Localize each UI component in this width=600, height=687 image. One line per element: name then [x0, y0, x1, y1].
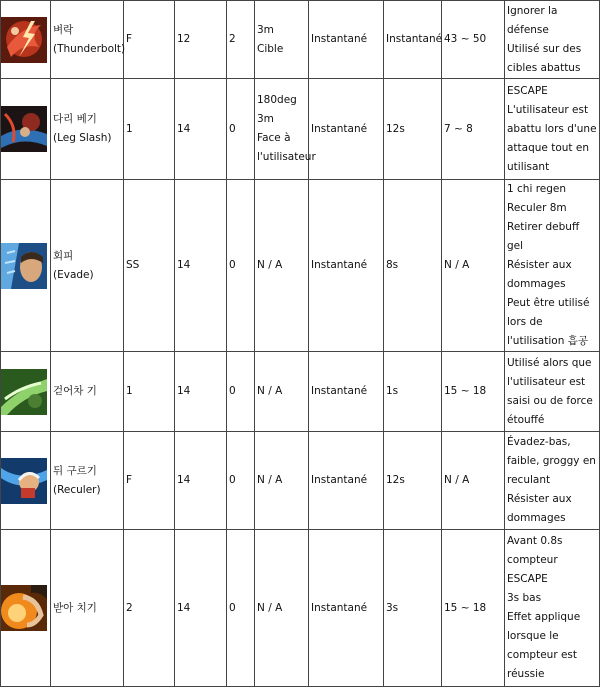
skill-range: 3m Cible	[255, 1, 309, 79]
skill-key: F	[124, 1, 175, 79]
table-row	[1, 352, 600, 432]
skill-cooldown: 12s	[384, 79, 442, 180]
table-row	[1, 79, 600, 180]
skill-name: 벼락 (Thunderbolt)	[51, 1, 124, 79]
skill-cooldown: Instantané	[384, 1, 442, 79]
skill-key: SS	[124, 180, 175, 352]
skill-key: 2	[124, 530, 175, 687]
skill-name: 회피 (Evade)	[51, 180, 124, 352]
skill-cooldown: 12s	[384, 432, 442, 530]
skill-icon-cell	[1, 352, 51, 432]
skill-damage: 7 ~ 8	[442, 79, 505, 180]
skill-cast-time: Instantané	[309, 432, 384, 530]
skill-range: N / A	[255, 432, 309, 530]
skill-name: 걷어차 기	[51, 352, 124, 432]
skill-range: N / A	[255, 530, 309, 687]
skill-name: 받아 치기	[51, 530, 124, 687]
skill-range: N / A	[255, 352, 309, 432]
skill-value: 0	[227, 432, 255, 530]
skill-cast-time: Instantané	[309, 79, 384, 180]
skill-cooldown: 1s	[384, 352, 442, 432]
skill-icon-cell	[1, 1, 51, 79]
skill-value: 12	[175, 1, 227, 79]
skill-icon-cell	[1, 180, 51, 352]
skill-name: 뒤 구르기 (Reculer)	[51, 432, 124, 530]
skill-icon-cell	[1, 79, 51, 180]
skill-value: 0	[227, 352, 255, 432]
skill-value: 14	[175, 79, 227, 180]
skill-cast-time: Instantané	[309, 530, 384, 687]
skill-effect: 1 chi regen Reculer 8m Retirer debuff gel Résister aux dommages Peut être utilisé lors de l'utilisation 흡공	[505, 180, 600, 352]
skill-cast-time: Instantané	[309, 352, 384, 432]
leg-slash-skill-icon	[1, 106, 47, 152]
skill-range: 180deg 3m Face à l'utilisateur	[255, 79, 309, 180]
skill-icon-cell	[1, 530, 51, 687]
skill-key: 1	[124, 79, 175, 180]
skill-range: N / A	[255, 180, 309, 352]
skill-cast-time: Instantané	[309, 1, 384, 79]
skill-cooldown: 3s	[384, 530, 442, 687]
skill-icon-cell	[1, 432, 51, 530]
skill-effect: Utilisé alors que l'utilisateur est saisi ou de force étouffé	[505, 352, 600, 432]
skill-cooldown: 8s	[384, 180, 442, 352]
skill-value: 14	[175, 180, 227, 352]
skill-damage: N / A	[442, 180, 505, 352]
skill-effect: Avant 0.8s compteur ESCAPE 3s bas Effet applique lorsque le compteur est réussie	[505, 530, 600, 687]
counter-strike-skill-icon	[1, 585, 47, 631]
evade-skill-icon	[1, 243, 47, 289]
skill-damage: N / A	[442, 432, 505, 530]
roll-back-skill-icon	[1, 458, 47, 504]
skill-value: 2	[227, 1, 255, 79]
skill-value: 14	[175, 530, 227, 687]
skill-cast-time: Instantané	[309, 180, 384, 352]
skill-value: 0	[227, 79, 255, 180]
skill-value: 0	[227, 180, 255, 352]
lightning-strike-skill-icon	[1, 17, 47, 63]
table-row	[1, 530, 600, 687]
skill-effect: ESCAPE L'utilisateur est abattu lors d'une attaque tout en utilisant	[505, 79, 600, 180]
skill-damage: 15 ~ 18	[442, 352, 505, 432]
skill-effect: Évadez-bas, faible, groggy en reculant Résister aux dommages	[505, 432, 600, 530]
skill-damage: 15 ~ 18	[442, 530, 505, 687]
skill-value: 14	[175, 432, 227, 530]
skill-key: F	[124, 432, 175, 530]
table-row	[1, 432, 600, 530]
skill-damage: 43 ~ 50	[442, 1, 505, 79]
skill-key: 1	[124, 352, 175, 432]
skill-effect: Ignorer la défense Utilisé sur des cibles abattus	[505, 1, 600, 79]
table-row	[1, 180, 600, 352]
table-row	[1, 1, 600, 79]
skill-value: 0	[227, 530, 255, 687]
skill-name: 다리 베기 (Leg Slash)	[51, 79, 124, 180]
skill-value: 14	[175, 352, 227, 432]
kick-skill-icon	[1, 369, 47, 415]
